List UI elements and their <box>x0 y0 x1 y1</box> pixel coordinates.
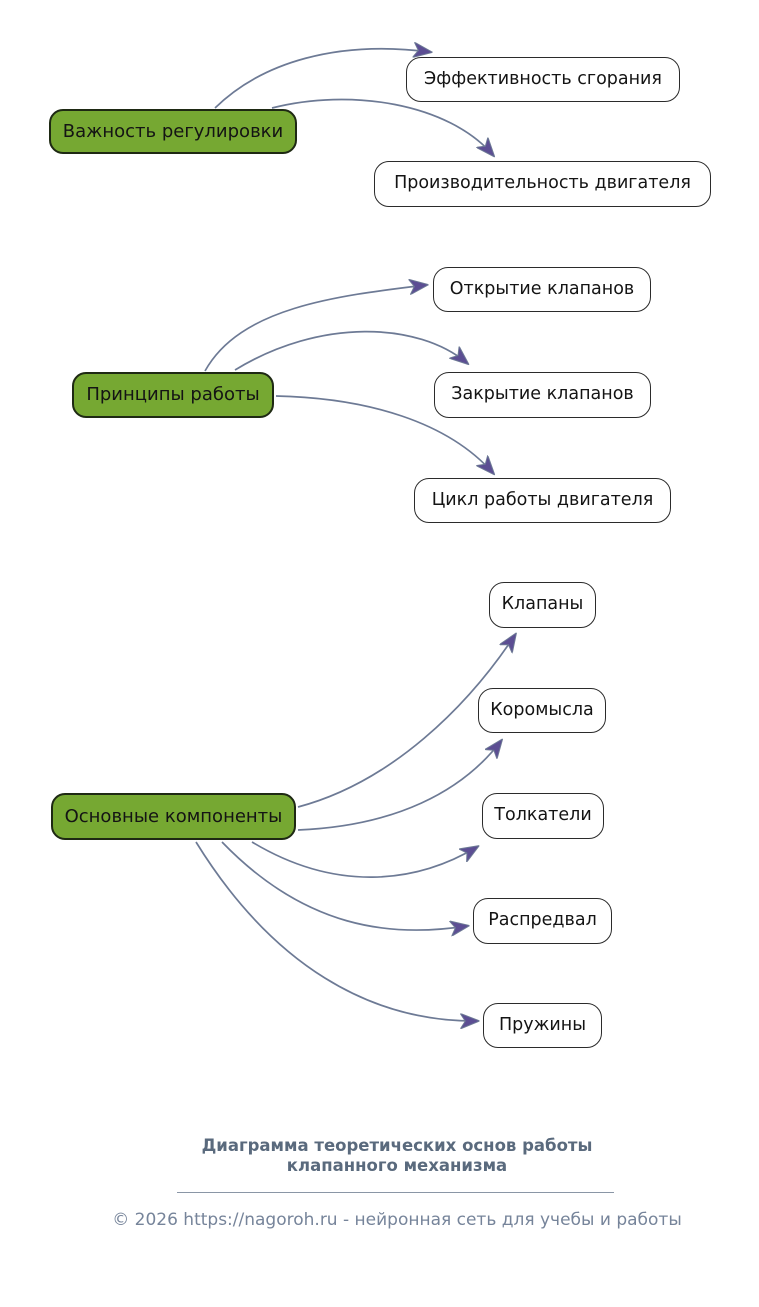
arrow-principles-opening <box>205 285 426 371</box>
arrow-components-rockers <box>298 741 501 830</box>
node-engine-cycle: Цикл работы двигателя <box>414 478 671 523</box>
node-importance-of-adjustment: Важность регулировки <box>49 109 297 154</box>
arrow-importance-combustion <box>215 49 430 108</box>
copyright-text: © 2026 https://nagoroh.ru - нейронная сеть для учебы и работы <box>112 1210 682 1230</box>
node-main-components: Основные компоненты <box>51 793 296 840</box>
arrow-importance-performance <box>272 99 493 155</box>
arrow-components-springs <box>196 842 477 1021</box>
arrow-principles-closing <box>235 332 467 370</box>
node-valve-closing: Закрытие клапанов <box>434 372 651 418</box>
node-operating-principles: Принципы работы <box>72 372 274 418</box>
arrow-components-camshaft <box>222 842 467 930</box>
node-tappets: Толкатели <box>482 793 604 839</box>
node-rocker-arms: Коромысла <box>478 688 606 733</box>
diagram-caption-line2: клапанного механизма <box>286 1155 508 1175</box>
node-valve-opening: Открытие клапанов <box>433 267 651 312</box>
node-valves: Клапаны <box>489 582 596 628</box>
node-engine-performance: Производительность двигателя <box>374 161 711 207</box>
footer-divider <box>177 1192 614 1193</box>
arrow-components-tappets <box>252 842 477 877</box>
node-springs: Пружины <box>483 1003 602 1048</box>
node-camshaft: Распредвал <box>473 898 612 944</box>
diagram-caption <box>35 1136 759 1176</box>
diagram-caption-line1: Диаграмма теоретических основ работы <box>201 1136 593 1155</box>
node-combustion-efficiency: Эффективность сгорания <box>406 57 680 102</box>
